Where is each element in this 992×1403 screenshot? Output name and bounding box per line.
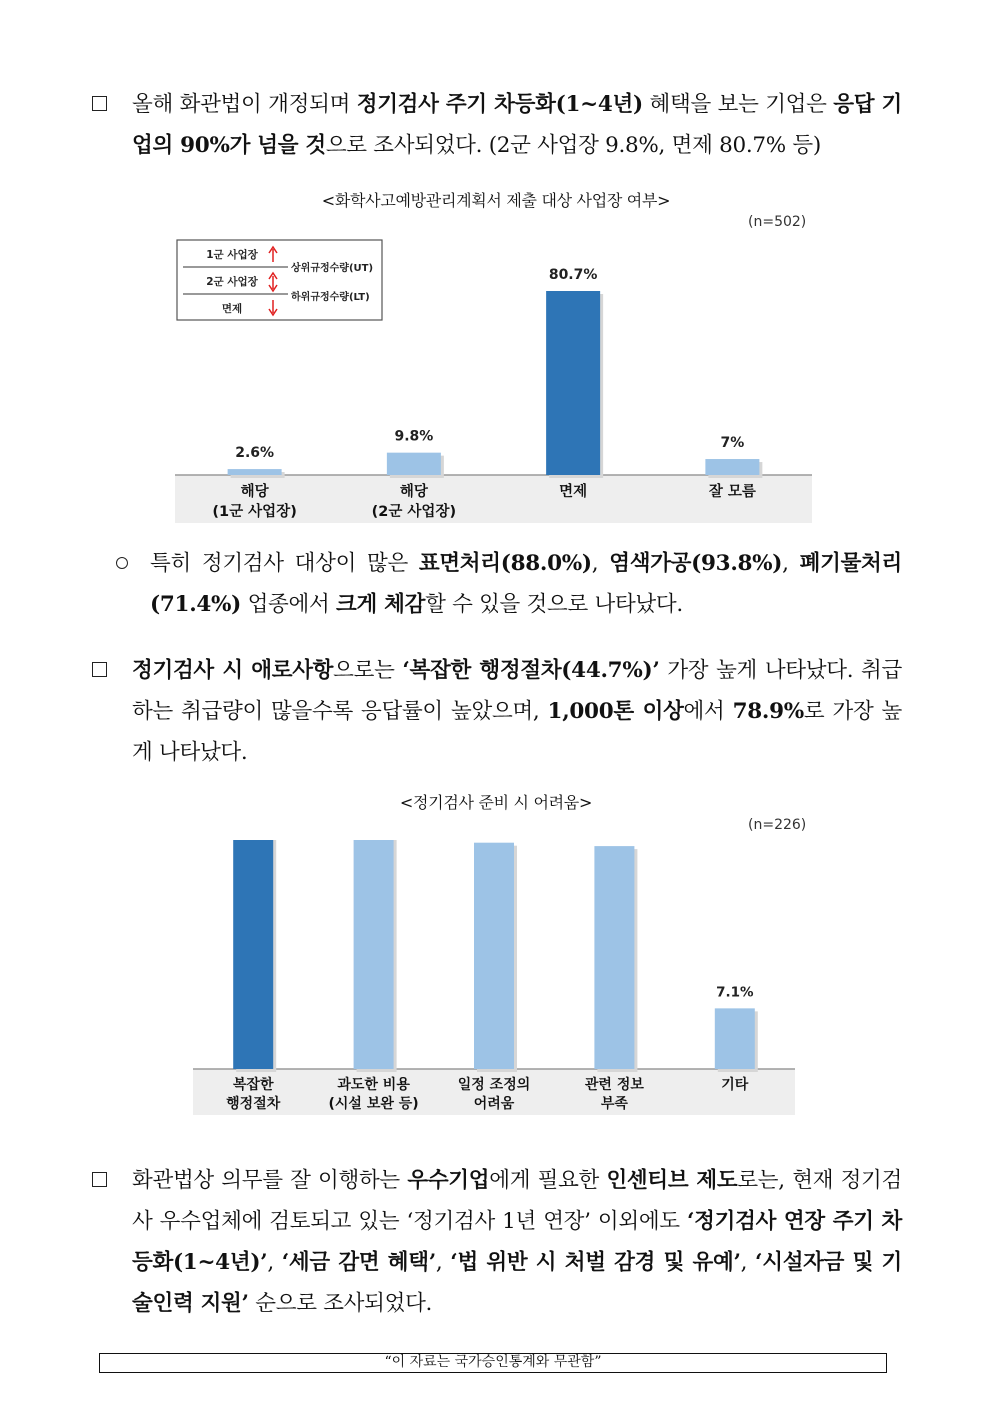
chart1-title: <화학사고예방관리계획서 제출 대상 사업장 여부> [321, 191, 671, 210]
bar [233, 840, 273, 1069]
paragraph-2 [118, 543, 902, 625]
bold-span: ‘시설자금 및 기술인력 지원’ [132, 1250, 903, 1316]
bar [594, 846, 634, 1069]
bold-span: 1,000톤 이상 [547, 699, 684, 724]
bar [705, 459, 759, 475]
data-label: 2.6% [235, 445, 275, 462]
text-span: 에게 필요한 [489, 1168, 607, 1193]
text-span: 혜택을 보는 기업은 [642, 92, 834, 117]
text-span: 화관법상 의무를 잘 이행하는 [132, 1168, 408, 1193]
paragraph-1 [96, 84, 902, 166]
bar [546, 291, 600, 475]
text-span: 에서 [683, 699, 733, 724]
category-label: 부족 [600, 1096, 628, 1112]
bold-span: 우수기업 [407, 1168, 490, 1193]
text-span: 로는, 현재 정기검사 우수업체에 검토되고 있는 ‘정기검사 1년 연장’ 이외에도 [132, 1168, 902, 1234]
text-span: 업종에서 [241, 592, 336, 617]
category-label: 행정절차 [226, 1096, 281, 1112]
legend-upper: 상위규정수량(UT) [291, 263, 374, 274]
paragraph-3 [96, 650, 902, 773]
text-span: 특히 정기검사 대상이 많은 [150, 551, 419, 576]
bold-span: 염색가공(93.8%) [609, 551, 783, 576]
bold-span: ‘세금 감면 혜택’ [281, 1250, 436, 1275]
text-span: 로 가장 높게 나타났다. [132, 699, 903, 765]
footer-disclaimer: “이 자료는 국가승인통계와 무관함” [99, 1353, 887, 1373]
bold-span: 인센티브 제도 [606, 1168, 738, 1193]
bar [715, 1008, 755, 1069]
bold-span: 정기검사 주기 차등화(1~4년) [356, 92, 643, 117]
chart1 [0, 232, 992, 562]
text-span: , [435, 1250, 451, 1275]
legend-row1: 1군 사업장 [206, 249, 258, 261]
legend-row2: 2군 사업장 [206, 276, 258, 288]
bold-span: ‘법 위반 시 처벌 감경 및 유예’ [450, 1250, 741, 1275]
text-span: 으로는 [333, 658, 403, 683]
legend-lower: 하위규정수량(LT) [291, 292, 370, 303]
bar [228, 469, 282, 475]
category-label: 해당 [399, 484, 428, 500]
bold-span: 표면처리(88.0%) [418, 551, 592, 576]
chart2-plot [193, 840, 795, 1115]
text-span: , [267, 1250, 282, 1275]
data-label: 9.8% [394, 428, 434, 445]
category-label: 기타 [721, 1077, 749, 1093]
bold-span: 크게 체감 [336, 592, 426, 617]
square-bullet-icon [92, 662, 107, 677]
bold-span: ‘복잡한 행정절차(44.7%)’ [402, 658, 660, 683]
paragraph-4 [96, 1160, 902, 1324]
text-span: 올해 화관법이 개정되며 [132, 92, 357, 117]
category-label: 잘 모름 [708, 484, 756, 500]
square-bullet-icon [92, 96, 107, 111]
data-label: 7.1% [716, 984, 754, 1001]
bold-span: 78.9% [732, 699, 804, 724]
category-label: 해당 [240, 484, 269, 500]
text-span: 할 수 있을 것으로 나타났다. [425, 592, 683, 617]
category-label: 면제 [559, 484, 588, 500]
legend-row3: 면제 [221, 303, 243, 315]
bold-span: ‘정기검사 연장 주기 차등화(1~4년)’ [132, 1209, 902, 1275]
data-label: 7% [720, 435, 745, 452]
text-span: 순으로 조사되었다. [248, 1291, 433, 1316]
chart2-title: <정기검사 준비 시 어려움> [399, 793, 593, 812]
category-label: 과도한 비용 [337, 1077, 410, 1093]
circle-bullet-icon [116, 557, 128, 569]
category-label: 어려움 [473, 1096, 515, 1112]
data-label: 80.7% [548, 267, 598, 284]
bold-span: 폐기물처리(71.4%) [150, 551, 902, 617]
category-label: (시설 보완 등) [328, 1096, 419, 1112]
bar [387, 453, 441, 475]
text-span: 가장 높게 나타났다. 취급하는 취급량이 많을수록 응답률이 높았으며, [132, 658, 902, 724]
bar [474, 843, 514, 1069]
text-span: 으로 조사되었다. (2군 사업장 9.8%, 면제 80.7% 등) [325, 133, 821, 158]
bar [354, 840, 394, 1069]
text-span: , [740, 1250, 756, 1275]
bold-span: 응답 기업의 90%가 넘을 것 [132, 92, 903, 158]
category-label: (2군 사업장) [371, 504, 457, 520]
category-label: 일정 조정의 [457, 1077, 531, 1093]
square-bullet-icon [92, 1172, 107, 1187]
bold-span: 정기검사 시 애로사항 [132, 658, 334, 683]
chart1-sample-size: (n=502) [748, 214, 807, 230]
text-span: , [591, 551, 610, 576]
chart2 [0, 840, 992, 1120]
category-label: 관련 정보 [584, 1077, 644, 1093]
category-label: (1군 사업장) [212, 504, 297, 520]
text-span: , [782, 551, 800, 576]
category-label: 복잡한 [232, 1077, 274, 1093]
chart2-sample-size: (n=226) [748, 817, 807, 833]
chart1-legend [177, 240, 382, 320]
